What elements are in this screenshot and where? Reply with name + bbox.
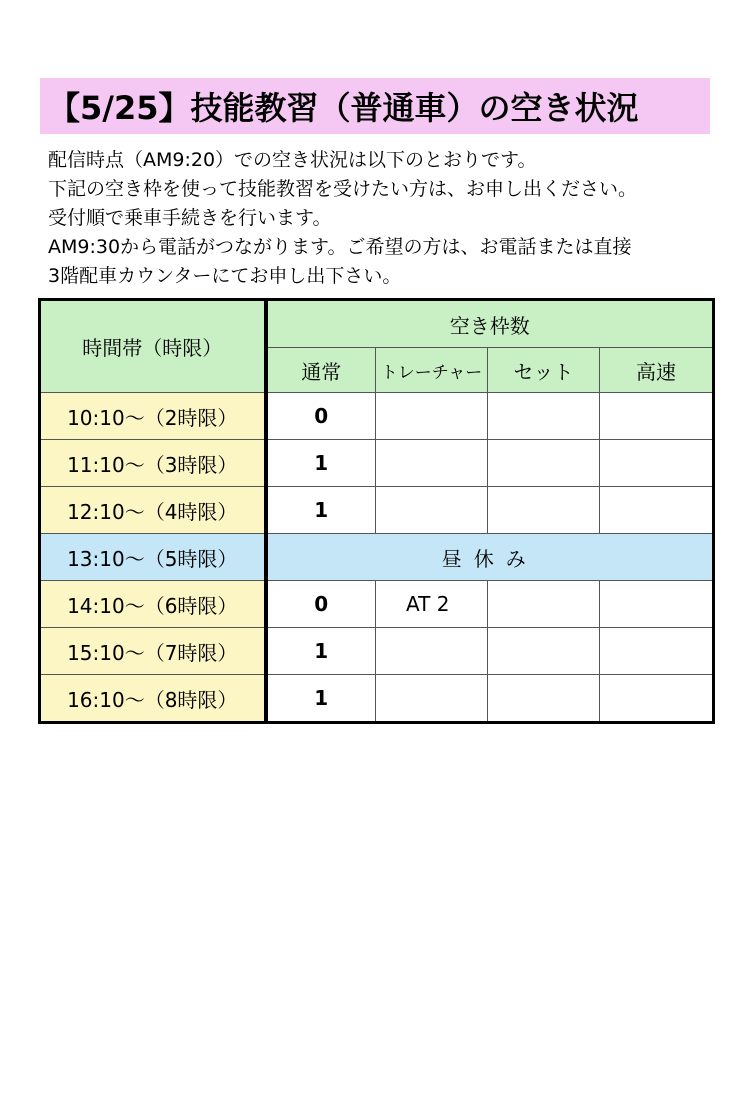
trailer-count [376, 675, 488, 723]
notice-line: 3階配車カウンターにてお申し出下さい。 [48, 265, 402, 287]
set-count [488, 393, 600, 440]
highway-count [600, 675, 714, 723]
header-row [40, 300, 714, 348]
notice-line: 受付順で乗車手続きを行います。 [48, 207, 332, 229]
normal-count: 0 [266, 581, 376, 628]
trailer-count [376, 440, 488, 487]
time-cell: 16:10～（8時限） [40, 675, 266, 723]
highway-count [600, 487, 714, 534]
table-row-lunch [40, 534, 714, 581]
time-cell: 15:10～（7時限） [40, 628, 266, 675]
time-cell: 12:10～（4時限） [40, 487, 266, 534]
title-bar [40, 78, 710, 134]
col-header-trailer: トレーチャー [376, 348, 488, 393]
notice-line: AM9:30から電話がつながります。ご希望の方は、お電話または直接 [48, 236, 632, 258]
highway-count [600, 440, 714, 487]
set-count [488, 628, 600, 675]
trailer-count [376, 628, 488, 675]
trailer-count [376, 487, 488, 534]
table-row [40, 393, 714, 440]
notice-line: 下記の空き枠を使って技能教習を受けたい方は、お申し出ください。 [48, 178, 638, 200]
set-count [488, 440, 600, 487]
notice-text [48, 146, 728, 291]
highway-count [600, 393, 714, 440]
page-title: 【5/25】技能教習（普通車）の空き状況 [48, 89, 639, 127]
table-row [40, 440, 714, 487]
table-row [40, 675, 714, 723]
table-row [40, 581, 714, 628]
time-cell: 14:10～（6時限） [40, 581, 266, 628]
time-cell: 13:10～（5時限） [40, 534, 266, 581]
availability-table [38, 298, 715, 724]
col-header-set: セット [488, 348, 600, 393]
avail-header: 空き枠数 [266, 300, 714, 348]
normal-count: 1 [266, 628, 376, 675]
normal-count: 1 [266, 487, 376, 534]
set-count [488, 487, 600, 534]
highway-count [600, 628, 714, 675]
normal-count: 1 [266, 675, 376, 723]
set-count [488, 675, 600, 723]
lunch-break-label: 昼休み [266, 534, 714, 581]
col-header-normal: 通常 [266, 348, 376, 393]
normal-count: 0 [266, 393, 376, 440]
time-cell: 10:10～（2時限） [40, 393, 266, 440]
table-row [40, 487, 714, 534]
time-cell: 11:10～（3時限） [40, 440, 266, 487]
trailer-count: AT 2 [376, 581, 488, 628]
highway-count [600, 581, 714, 628]
time-header: 時間帯（時限） [40, 300, 266, 393]
trailer-count [376, 393, 488, 440]
col-header-highway: 高速 [600, 348, 714, 393]
normal-count: 1 [266, 440, 376, 487]
notice-line: 配信時点（AM9:20）での空き状況は以下のとおりです。 [48, 149, 537, 171]
set-count [488, 581, 600, 628]
table-row [40, 628, 714, 675]
